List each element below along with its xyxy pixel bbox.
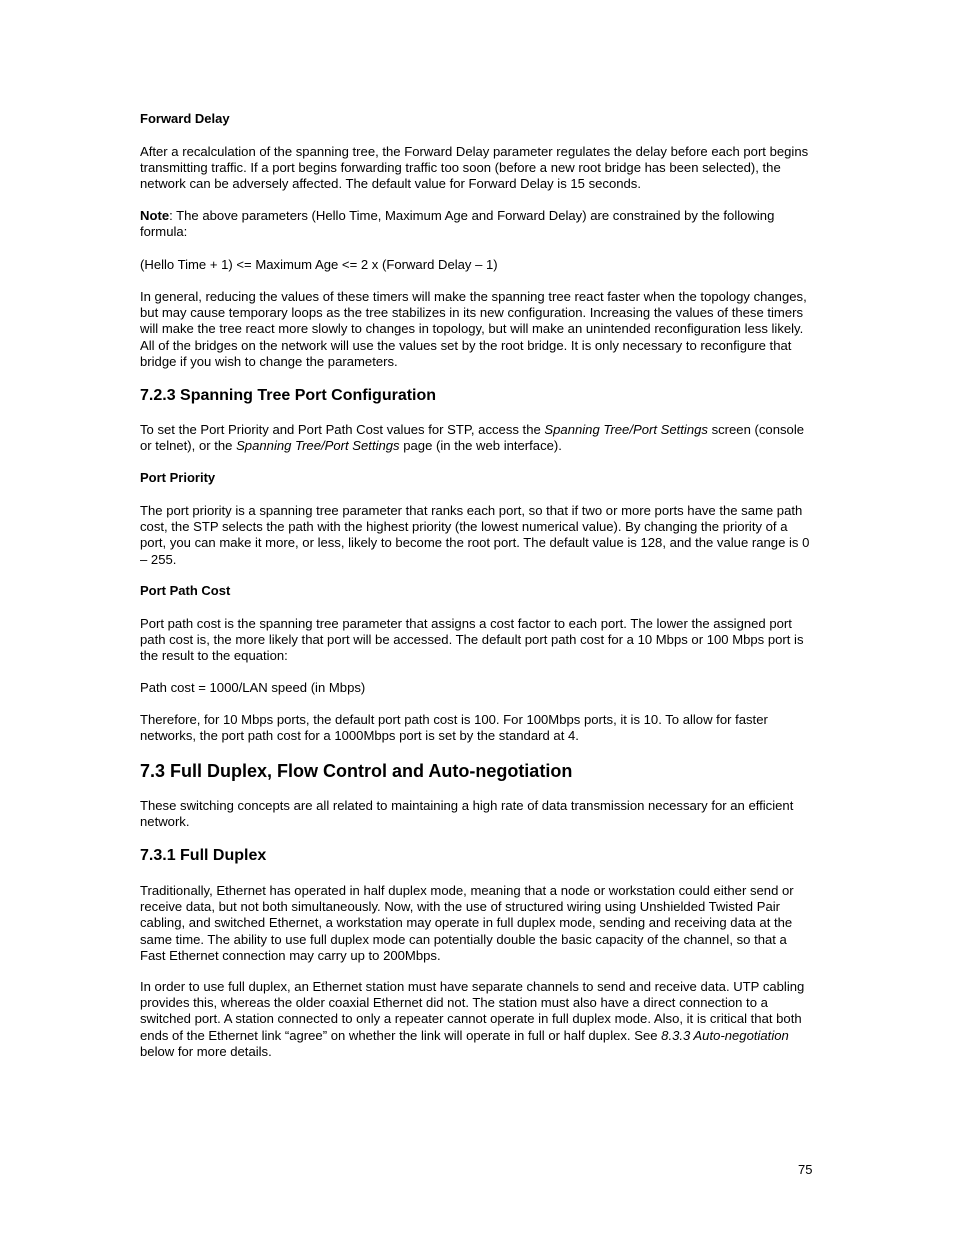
forward-delay-paragraph: After a recalculation of the spanning tree, the Forward Delay parameter regulates the delay before each port begins transmitting traffic. If a port begins forwarding traffic too soon (before a new root bridge has been selected), the network can be adversely affected. The default value for Forward Delay is 15 seconds. xyxy=(140,144,809,192)
note-paragraph xyxy=(140,208,815,240)
note-text: : The above parameters (Hello Time, Maximum Age and Forward Delay) are constrained by the following formula: xyxy=(140,208,775,240)
duplex-text-a: In order to use full duplex, an Ethernet station must have separate channels to send and receive data. UTP cabling provides this, whereas the older coaxial Ethernet did not. The station must also have a direct connection to a switched port. A station connected to only a repeater cannot operate in full duplex mode. Also, it is critical that both ends of the Ethernet link “agree” on whether the link will operate in full or half duplex. See xyxy=(140,979,805,1043)
intro-screen-ref-1: Spanning Tree/Port Settings xyxy=(544,422,708,437)
note-label: Note xyxy=(140,208,170,223)
port-priority-paragraph: The port priority is a spanning tree parameter that ranks each port, so that if two or more ports have the same path cost, the STP selects the path with the highest priority (the lowest numerical value). By changing the priority of a port, you can make it more, or less, likely to become the root port. The default value is 128, and the value range is 0 – 255. xyxy=(140,503,810,567)
timer-formula: (Hello Time + 1) <= Maximum Age <= 2 x (Forward Delay – 1) xyxy=(140,257,498,272)
full-duplex-flow-control-heading: 7.3 Full Duplex, Flow Control and Auto-negotiation xyxy=(140,761,573,781)
port-path-cost-heading: Port Path Cost xyxy=(140,583,231,598)
port-configuration-heading: 7.2.3 Spanning Tree Port Configuration xyxy=(140,387,437,404)
intro-text-c: page (in the web interface). xyxy=(399,438,562,454)
port-configuration-intro xyxy=(140,422,815,454)
full-duplex-heading: 7.3.1 Full Duplex xyxy=(140,847,267,864)
page-number: 75 xyxy=(798,1162,813,1177)
full-duplex-paragraph-1: Traditionally, Ethernet has operated in half duplex mode, meaning that a node or workstation could either send or receive data, but not both simultaneously. Now, with the use of structured wiring using Unshielded Twisted Pair cabling, and switched Ethernet, a workstation may operate in full duplex mode, sending and receiving data at the same time. The ability to use full duplex mode can potentially double the basic capacity of the channel, so that a Fast Ethernet connection may carry up to 200Mbps. xyxy=(140,883,794,963)
port-path-cost-paragraph: Port path cost is the spanning tree parameter that assigns a cost factor to each port. The lower the assigned port path cost is, the more likely that port will be accessed. The default port path cost for a 10 Mbps or 100 Mbps port is the result to the equation: xyxy=(140,616,804,664)
duplex-text-b: below for more details. xyxy=(140,1043,272,1059)
path-cost-defaults-paragraph: Therefore, for 10 Mbps ports, the default port path cost is 100. For 100Mbps ports, it is 10. To allow for faster networks, the port path cost for a 1000Mbps port is set by the standard at 4. xyxy=(140,712,768,744)
path-cost-formula: Path cost = 1000/LAN speed (in Mbps) xyxy=(140,680,366,695)
intro-text-a: To set the Port Priority and Port Path Cost values for STP, access the xyxy=(140,422,545,437)
forward-delay-heading: Forward Delay xyxy=(140,111,230,126)
port-priority-heading: Port Priority xyxy=(140,470,216,485)
auto-negotiation-reference: 8.3.3 Auto-negotiation xyxy=(661,1027,789,1043)
intro-screen-ref-2: Spanning Tree/Port Settings xyxy=(236,438,400,454)
timer-tuning-paragraph: In general, reducing the values of these timers will make the spanning tree react faster when the topology changes, but may cause temporary loops as the tree stabilizes in its new configuration. Increasing the values of these timers will make the tree react more slowly to changes in topology, but will make an unintended reconfiguration less likely. All of the bridges on the network will use the values set by the root bridge. It is only necessary to reconfigure that bridge if you wish to change the parameters. xyxy=(140,289,807,369)
full-duplex-paragraph-2 xyxy=(140,979,815,1060)
switching-concepts-paragraph: These switching concepts are all related to maintaining a high rate of data transmission necessary for an efficient network. xyxy=(140,798,794,830)
intro-text-b: screen (console or telnet), or the xyxy=(140,422,805,454)
